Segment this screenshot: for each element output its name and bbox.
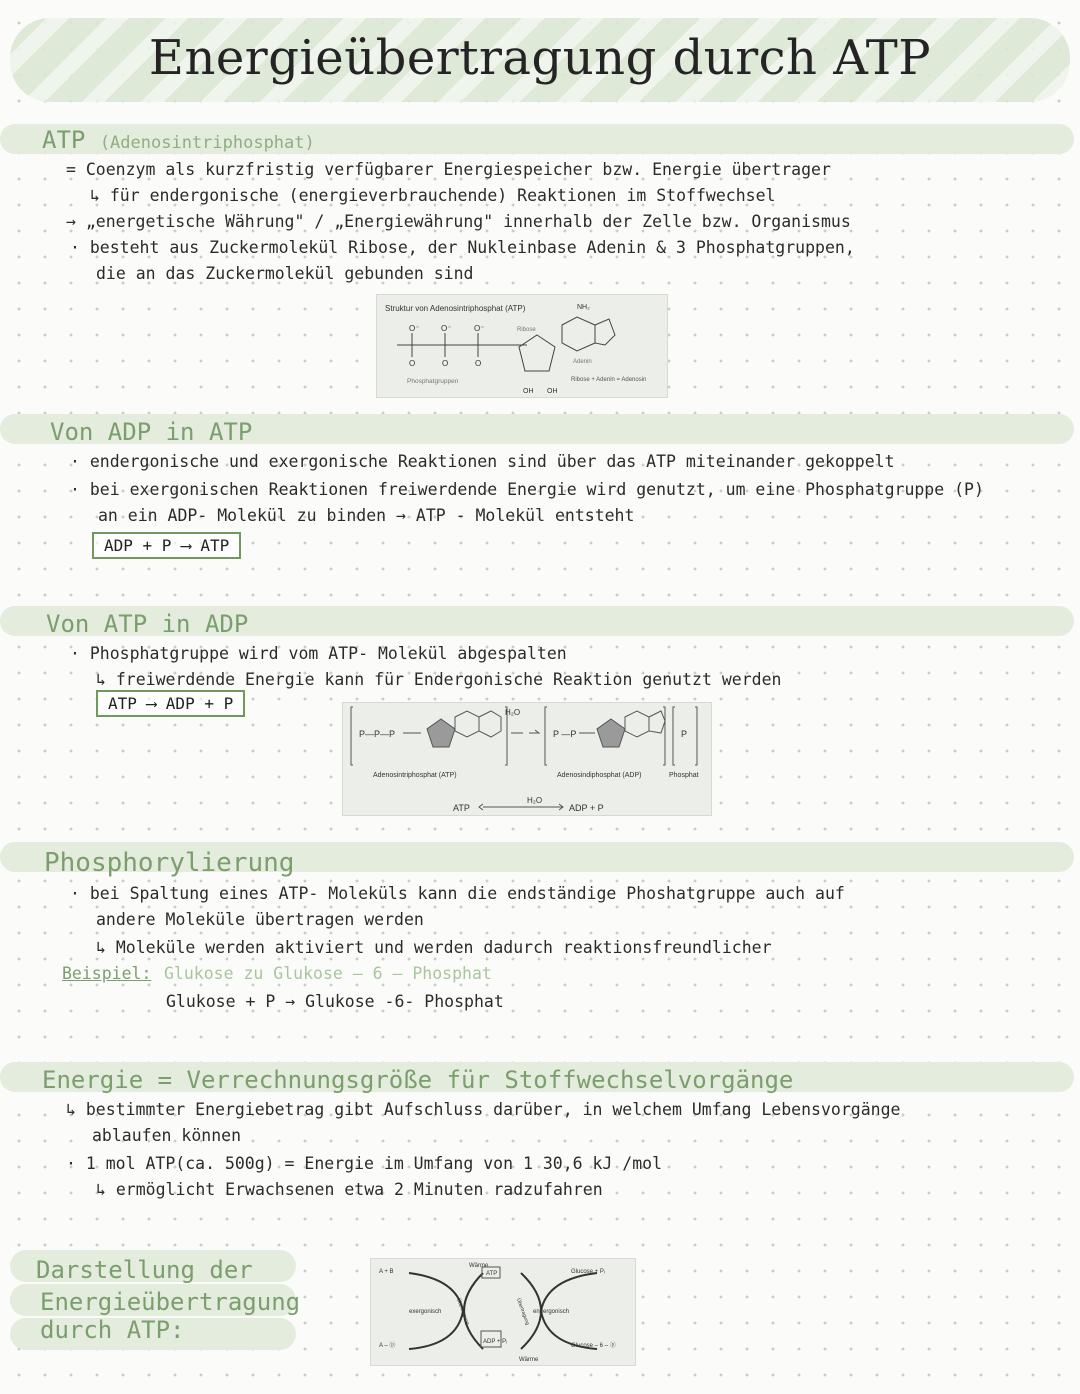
figure-caption: Struktur von Adenosintriphosphat (ATP) [385, 304, 526, 313]
water-top: H₂O [505, 708, 521, 717]
fig-bottom-right: Glucose – 6 – ⓟ [571, 1343, 616, 1349]
fig-top-right: Glucose + Pᵢ [571, 1269, 605, 1275]
section-heading-adp-atp: Von ADP in ATP [50, 418, 253, 446]
text-line: · besteht aus Zuckermolekül Ribose, der Nukleinbase Adenin & 3 Phosphatgruppen, [70, 238, 855, 257]
energy-transfer-drawing [371, 1259, 635, 1365]
darstellung-line-2: Energieübertragung [40, 1288, 301, 1316]
fig-warm-top: Wärme [469, 1263, 489, 1269]
label-phosphat: Phosphat [669, 772, 699, 779]
section-heading-atp-adp: Von ATP in ADP [46, 610, 249, 638]
label-oh-right: OH [547, 388, 558, 395]
label-atp: Adenosintriphosphat (ATP) [373, 772, 457, 779]
fig-arc-right: Übertragung [515, 1297, 531, 1326]
svg-text:O: O [409, 359, 416, 368]
text-line: · 1 mol ATP(ca. 500g) = Energie im Umfang von 1 30,6 kJ /mol [66, 1154, 663, 1173]
label-adp: Adenosindiphosphat (ADP) [557, 772, 642, 779]
equation-box-atp-adp: ATP ⟶ ADP + P [96, 690, 245, 717]
bottom-atp: ATP [453, 803, 470, 813]
atp-structure-drawing [377, 295, 667, 397]
text-line: die an das Zuckermolekül gebunden sind [96, 264, 474, 283]
fig-right-mid: endergonisch [533, 1309, 570, 1315]
bottom-adp: ADP + P [569, 803, 604, 813]
label-sum: Ribose + Adenin = Adenosin [571, 377, 647, 383]
darstellung-line-3: durch ATP: [40, 1316, 185, 1344]
text-line: ↳ freiwerdende Energie kann für Endergonische Reaktion genutzt werden [96, 670, 782, 689]
example-light: Glukose zu Glukose – 6 – Phosphat [164, 964, 492, 983]
page-title: Energieübertragung durch ATP [148, 30, 932, 86]
label-phosphat: Phosphatgruppen [407, 378, 459, 385]
water-bottom: H₂O [527, 796, 543, 805]
fig-top-left: A + B [379, 1269, 394, 1275]
text-line: ↳ ermöglicht Erwachsenen etwa 2 Minuten radzufahren [96, 1180, 603, 1199]
label-nh2: NH₂ [577, 304, 590, 311]
section-heading-phosphorylierung: Phosphorylierung [44, 848, 295, 878]
text-line: · bei Spaltung eines ATP- Moleküls kann die endständige Phoshatgruppe auch auf [70, 884, 845, 903]
darstellung-line-1: Darstellung der [36, 1256, 253, 1284]
label-oh-left: OH [523, 388, 534, 395]
phosphate-p: P [681, 729, 688, 739]
fig-bottom-left: A – ⓟ [379, 1343, 396, 1349]
text-line: ↳ bestimmter Energiebetrag gibt Aufschluss darüber, in welchem Umfang Lebensvorgänge [66, 1100, 901, 1119]
section-heading-energie: Energie = Verrechnungsgröße für Stoffwechselvorgänge [42, 1066, 794, 1094]
text-line: · Phosphatgruppe wird vom ATP- Molekül abgespalten [70, 644, 567, 663]
heading-text: ATP [42, 126, 86, 154]
energy-transfer-figure [370, 1258, 636, 1366]
atp-adp-figure [342, 702, 712, 816]
example-label: Beispiel: [62, 964, 152, 983]
fig-center-top: ATP [486, 1271, 498, 1277]
equation-box-adp-atp: ADP + P ⟶ ATP [92, 532, 241, 559]
text-line: · bei exergonischen Reaktionen freiwerdende Energie wird genutzt, um eine Phosphatgruppe (P) [70, 480, 984, 499]
label-adenin: Adenin [573, 359, 592, 365]
label-ribose: Ribose [517, 327, 536, 333]
text-line: ablaufen können [92, 1126, 242, 1145]
svg-text:O⁻: O⁻ [441, 324, 452, 333]
text-line: → „energetische Währung" / „Energiewährung" innerhalb der Zelle bzw. Organismus [66, 212, 851, 231]
svg-text:O⁻: O⁻ [409, 324, 420, 333]
fig-left-mid: exergonisch [409, 1309, 442, 1315]
svg-text:O: O [442, 359, 449, 368]
svg-text:O: O [475, 359, 482, 368]
atp-adp-drawing [343, 703, 711, 815]
text-line: = Coenzym als kurzfristig verfügbarer Energiespeicher bzw. Energie übertrager [66, 160, 831, 179]
text-line: ↳ Moleküle werden aktiviert und werden dadurch reaktionsfreundlicher [96, 938, 772, 957]
example-equation: Glukose + P → Glukose -6- Phosphat [166, 992, 504, 1011]
fig-center-bottom: ADP + Pᵢ [483, 1339, 508, 1345]
text-line: · endergonische und exergonische Reaktionen sind über das ATP miteinander gekoppelt [70, 452, 895, 471]
fig-warm-bottom: Wärme [519, 1357, 539, 1363]
chain-right: P —P [553, 729, 577, 739]
svg-text:O⁻: O⁻ [474, 324, 485, 333]
text-line: an ein ADP- Molekül zu binden → ATP - Molekül entsteht [98, 506, 635, 525]
heading-sub: (Adenosintriphosphat) [99, 133, 315, 153]
section-heading-atp [42, 126, 315, 154]
fig-arc-left: Übertragung [455, 1297, 471, 1326]
atp-structure-figure [376, 294, 668, 398]
text-line: andere Moleküle übertragen werden [96, 910, 424, 929]
text-line: ↳ für endergonische (energieverbrauchende) Reaktionen im Stoffwechsel [90, 186, 776, 205]
chain-left: P—P—P [359, 729, 396, 739]
